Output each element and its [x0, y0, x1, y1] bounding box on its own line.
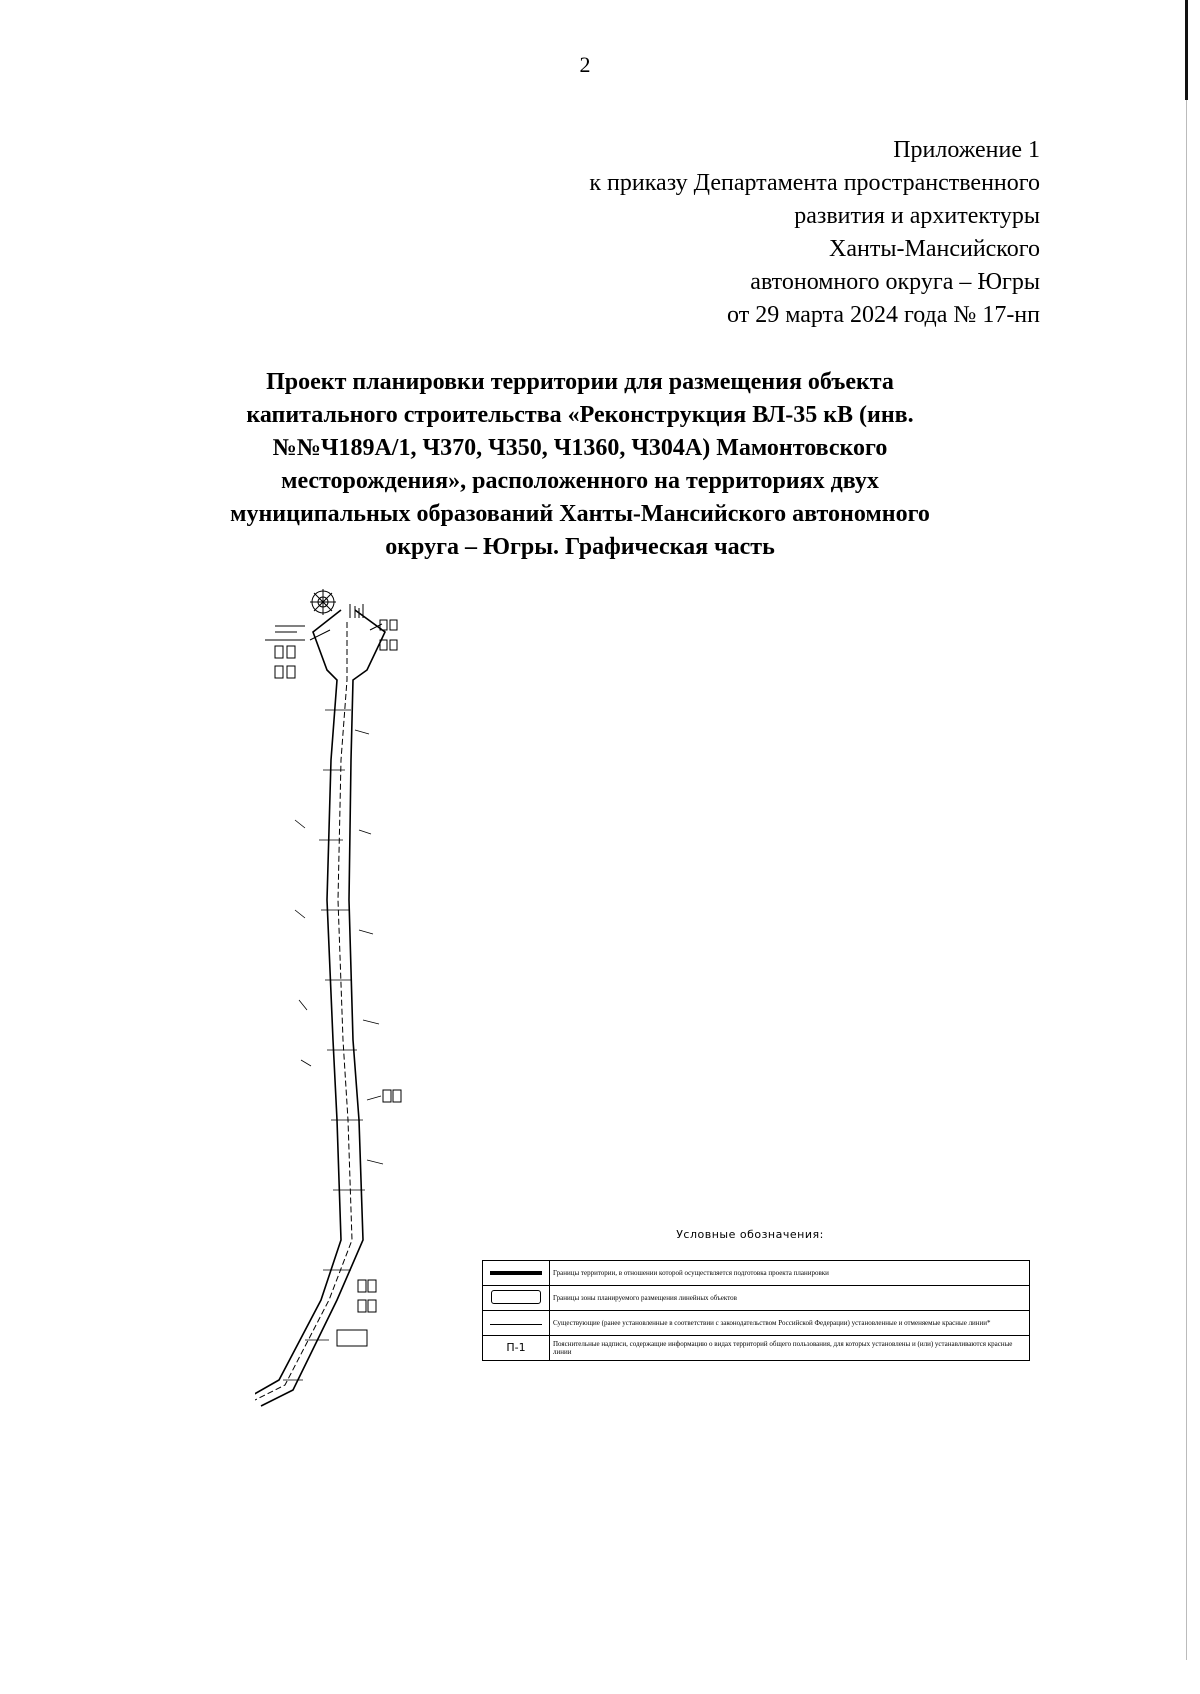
- title-line: №№Ч189А/1, Ч370, Ч350, Ч1360, Ч304А) Мамонтовского: [272, 435, 888, 461]
- legend-row: [483, 1311, 1030, 1336]
- compass-rose-icon: [310, 589, 336, 615]
- title-line: месторождения», расположенного на территориях двух: [281, 468, 879, 494]
- legend-row: [483, 1336, 1030, 1361]
- scan-edge-mark: [1185, 0, 1188, 100]
- annex-block: [420, 134, 1040, 332]
- legend-text: Пояснительные надписи, содержащие информацию о видах территорий общего пользования, для которых установлены и (или) устанавливаются красные линии: [550, 1336, 1030, 1361]
- planning-map: [255, 580, 455, 1500]
- title-line: округа – Югры. Графическая часть: [385, 534, 775, 560]
- legend-table: [482, 1260, 1030, 1361]
- annex-line: от 29 марта 2024 года № 17-нп: [727, 302, 1040, 328]
- legend-symbol-code: [483, 1336, 550, 1361]
- legend-symbol-thick-line: [483, 1261, 550, 1286]
- title-line: муниципальных образований Ханты-Мансийского автономного: [230, 501, 930, 527]
- legend-text: Границы территории, в отношении которой осуществляется подготовка проекта планировки: [550, 1261, 1030, 1286]
- document-title: [140, 366, 1020, 564]
- legend-code: П-1: [506, 1340, 526, 1354]
- annex-line: Ханты-Мансийского: [829, 236, 1040, 262]
- legend-row: [483, 1286, 1030, 1311]
- legend-row: [483, 1261, 1030, 1286]
- legend-text: Границы зоны планируемого размещения линейных объектов: [550, 1286, 1030, 1311]
- map-annotations: [265, 604, 401, 1346]
- legend-title: Условные обозначения:: [676, 1228, 824, 1241]
- title-line: капитального строительства «Реконструкция ВЛ-35 кВ (инв.: [246, 402, 914, 428]
- title-line: Проект планировки территории для размещения объекта: [266, 369, 894, 395]
- legend-text: Существующие (ранее установленные в соответствии с законодательством Российской Федерации) установленные и отменяемые красные линии*: [550, 1311, 1030, 1336]
- scan-edge-line: [1186, 100, 1187, 1660]
- legend-symbol-rounded-box: [483, 1286, 550, 1311]
- annex-line: автономного округа – Югры: [750, 269, 1040, 295]
- power-line-route: [255, 622, 352, 1400]
- page-number: 2: [579, 52, 591, 77]
- annex-line: Приложение 1: [893, 137, 1040, 163]
- annex-line: развития и архитектуры: [794, 203, 1040, 229]
- legend-symbol-thin-line: [483, 1311, 550, 1336]
- annex-line: к приказу Департамента пространственного: [589, 170, 1040, 196]
